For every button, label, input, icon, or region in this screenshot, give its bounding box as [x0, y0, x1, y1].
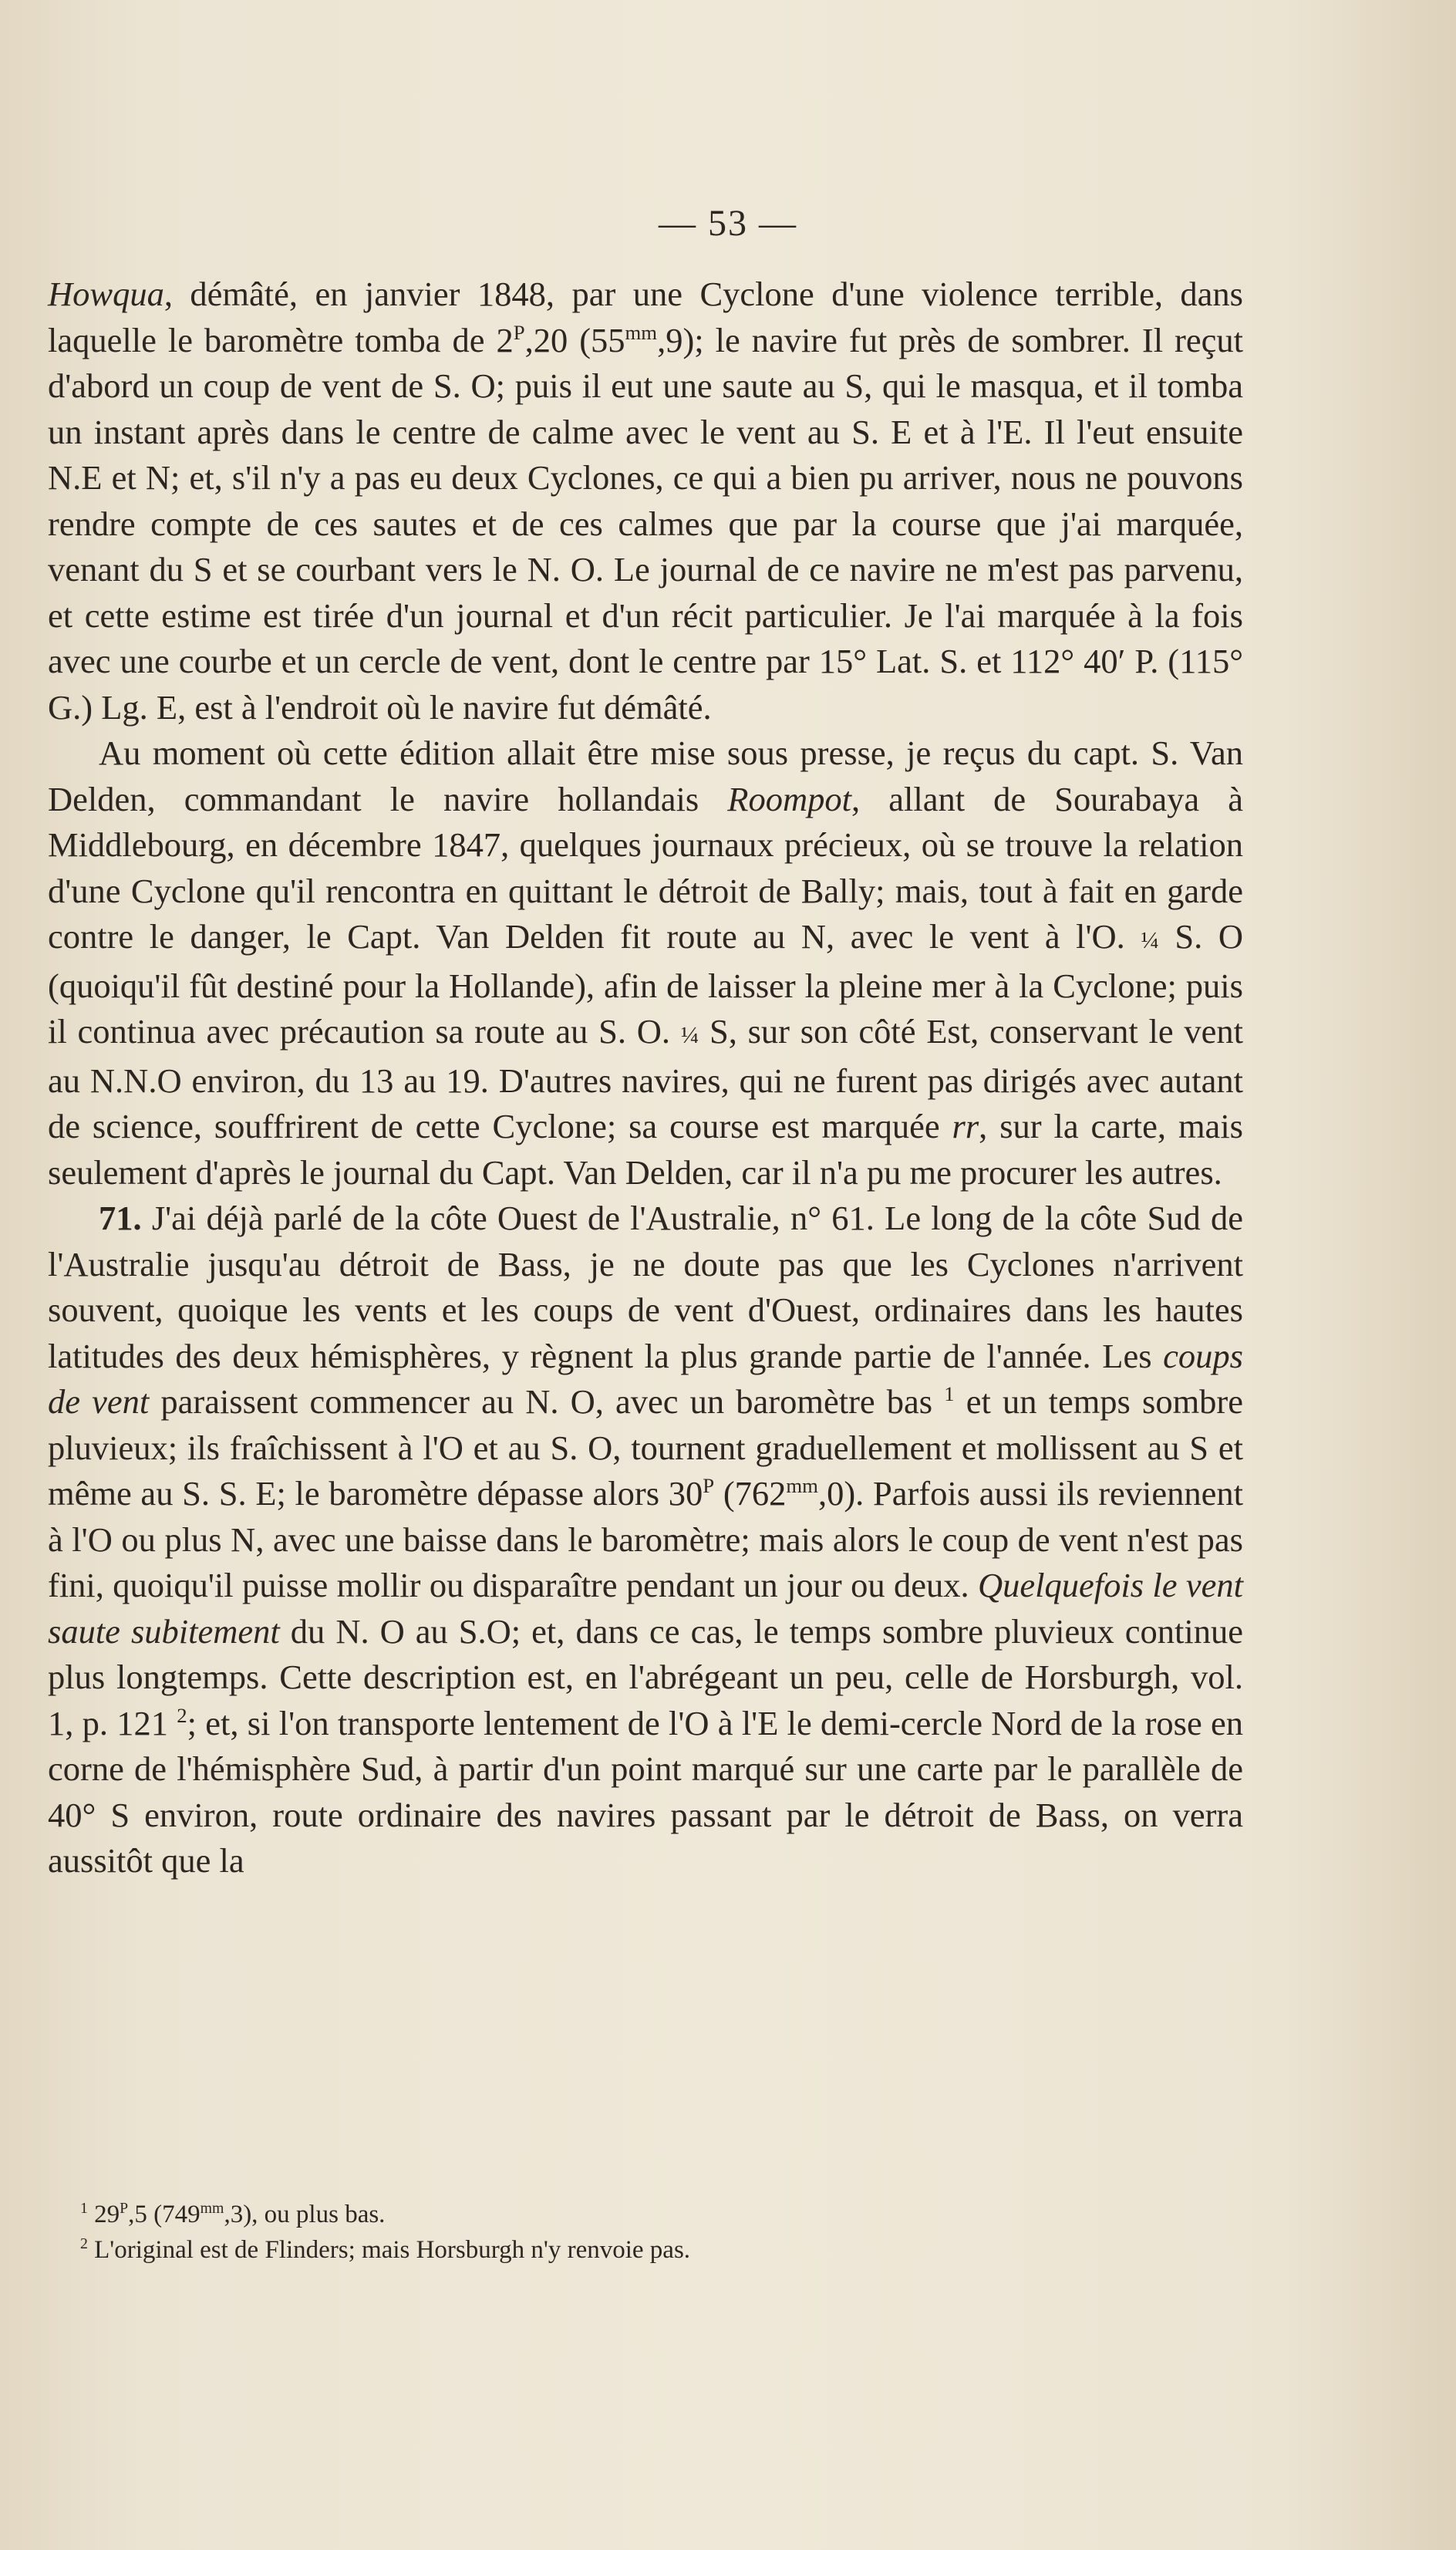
text-run: du N. O au S.O; et, dans ce cas, le temps sombre pluvieux continue plus longtemps. Cette description est, en l'abrégeant un peu, celle de Horsburgh, vol. 1, p. 121 — [48, 1611, 1243, 1742]
footnote — [80, 2232, 1237, 2268]
superscript: P — [120, 2200, 129, 2217]
text-run: , démâté, en janvier 1848, par une Cyclone d'une violence terrible, dans laquelle le baromètre tomba de 2 — [48, 275, 1243, 359]
text-run: , allant de Sourabaya à Middlebourg, en décembre 1847, quelques journaux précieux, où se trouve la relation d'une Cyclone qu'il rencontra en quittant le détroit de Bally; mais, tout à fait en garde contre le danger, le Capt. Van Delden fit route au N, avec le vent à l'O. — [48, 779, 1243, 956]
paragraph — [48, 1196, 1243, 1884]
text-run: S. O (quoiqu'il fût destiné pour la Hollande), afin de laisser la pleine mer à la Cyclone; puis il continua avec précaution sa route au S. O. — [48, 917, 1243, 1051]
text-run: , sur la carte, mais seulement d'après le journal du Capt. Van Delden, car il n'a pu me procurer les autres. — [48, 1107, 1243, 1192]
text-run: ¼ — [1141, 926, 1159, 953]
italic-text: Roompot — [727, 779, 851, 818]
paragraph — [48, 272, 1243, 730]
italic-text: Quelquefois le vent saute subitement — [48, 1566, 1244, 1651]
body-text — [48, 272, 1243, 1884]
text-run: paraissent commencer au N. O, avec un baromètre bas — [149, 1382, 945, 1421]
superscript: P — [703, 1474, 715, 1498]
text-run: ,20 (55 — [524, 320, 625, 359]
text-run: L'original est de Flinders; mais Horsburgh n'y renvoie pas. — [87, 2236, 691, 2264]
text-run: ,9); le navire fut près de sombrer. Il reçut d'abord un coup de vent de S. O; puis il eut une saute au S, qui le masqua, et il tomba un instant après dans le centre de calme avec le vent au S. E et à l'E. Il l'eut ensuite N.E et N; et, s'il n'y a pas eu deux Cyclones, ce qui a bien pu arriver, nous ne pouvons rendre compte de ces sautes et de ces calmes que par la course que j'ai marquée, venant du S et se courbant vers le N. O. Le journal de ce navire ne m'est pas parvenu, et cette estime est tirée d'un journal et d'un récit particulier. Je l'ai marquée à la fois avec une courbe et un cercle de vent, dont le centre par 15° Lat. S. et 112° 40′ P. (115° G.) Lg. E, est à l'endroit où le navire fut démâté. — [48, 320, 1243, 727]
superscript: P — [513, 320, 525, 344]
text-run: ,5 (749 — [128, 2201, 201, 2228]
text-run: ,3), ou plus bas. — [224, 2201, 386, 2228]
superscript: 2 — [80, 2235, 88, 2252]
text-run: J'ai déjà parlé de la côte Ouest de l'Australie, n° 61. Le long de la côte Sud de l'Australie jusqu'au détroit de Bass, je ne doute pas que les Cyclones n'arrivent souvent, quoique les vents et les coups de vent d'Ouest, ordinaires dans les hautes latitudes des deux hémisphères, y règnent la plus grande partie de l'année. Les — [48, 1199, 1243, 1375]
text-run: ¼ — [680, 1021, 699, 1048]
italic-text: coups de vent — [48, 1336, 1243, 1421]
text-run: Au moment où cette édition allait être mise sous presse, je reçus du capt. S. Van Delden, commandant le navire hollandais — [48, 734, 1243, 818]
text-run: S, sur son côté Est, conservant le vent au N.N.O environ, du 13 au 19. D'autres navires, qui ne furent pas dirigés avec autant de science, souffrirent de cette Cyclone; sa course est marquée — [48, 1012, 1244, 1145]
text-run: 29 — [87, 2201, 120, 2228]
superscript: 2 — [177, 1703, 187, 1727]
section-number: 71. — [99, 1199, 142, 1237]
text-run: ; et, si l'on transporte lentement de l'O à l'E le demi-cercle Nord de la rose en corne de l'hémisphère Sud, à partir d'un point marqué sur une carte par le parallèle de 40° S environ, route ordinaire des navires passant par le détroit de Bass, on verra aussitôt que la — [48, 1703, 1244, 1880]
text-run: ,0). Parfois aussi ils reviennent à l'O ou plus N, avec une baisse dans le baromètre; mais alors le coup de vent n'est pas fini, quoiqu'il puisse mollir ou disparaître pendant un jour ou deux. — [48, 1474, 1243, 1604]
footnotes — [80, 2197, 1237, 2268]
paragraph — [48, 730, 1243, 1196]
text-run: et un temps sombre pluvieux; ils fraîchissent à l'O et au S. O, tournent graduellement et mollissent au S et même au S. S. E; le baromètre dépasse alors 30 — [48, 1382, 1243, 1513]
superscript: 1 — [944, 1382, 955, 1406]
italic-text: Howqua — [48, 275, 164, 313]
footnote — [80, 2197, 1237, 2232]
superscript: mm — [786, 1474, 818, 1498]
text-run: (762 — [714, 1474, 787, 1513]
page-number: — 53 — — [659, 203, 797, 244]
superscript: mm — [200, 2200, 224, 2217]
superscript: mm — [625, 320, 658, 344]
superscript: 1 — [80, 2200, 88, 2217]
italic-text: rr — [952, 1107, 979, 1145]
